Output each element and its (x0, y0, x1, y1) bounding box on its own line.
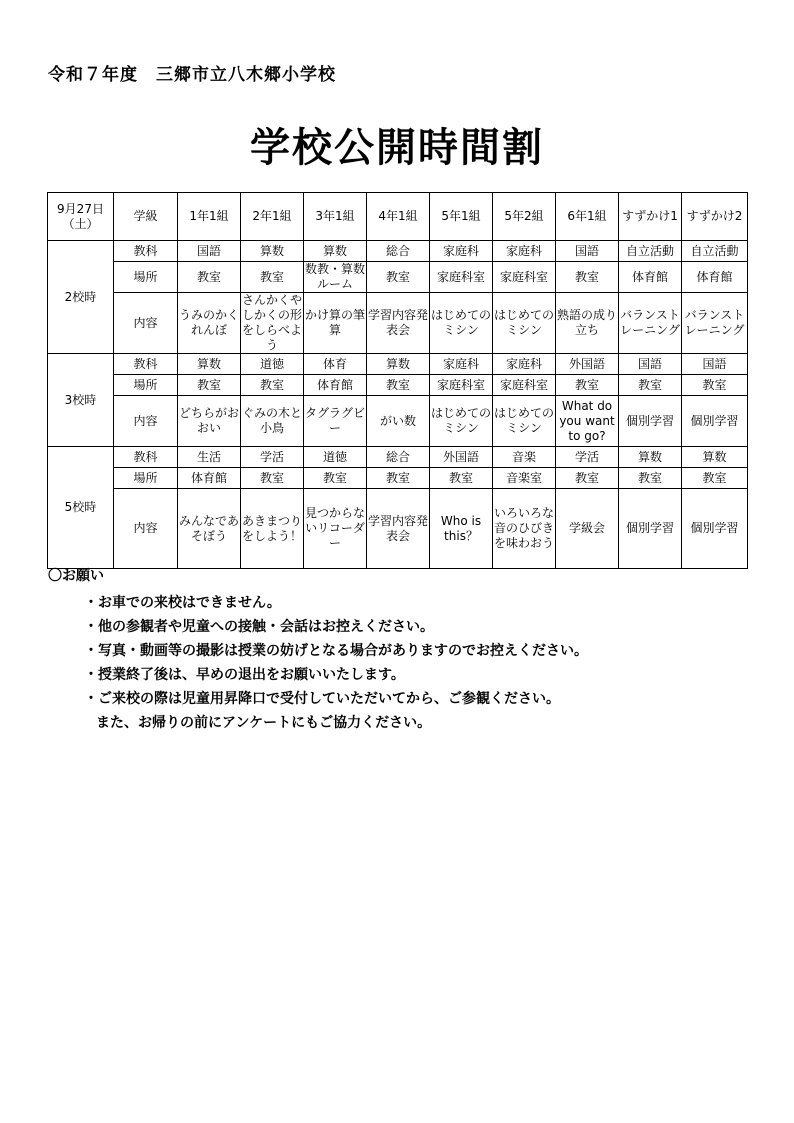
content-cell: あきまつりをしよう！ (241, 489, 304, 569)
row-label-place: 場所 (114, 262, 178, 293)
place-cell: 教室 (367, 375, 430, 396)
class-header: 4年1組 (367, 193, 430, 241)
subject-cell: 外国語 (556, 354, 619, 375)
place-row (48, 262, 748, 293)
subject-cell: 算数 (241, 241, 304, 262)
subject-cell: 国語 (619, 354, 682, 375)
class-column-label: 学級 (114, 193, 178, 241)
place-cell: 数教・算数ルーム (304, 262, 365, 291)
subject-cell: 自立活動 (682, 241, 748, 262)
subject-cell: 体育 (304, 354, 367, 375)
subject-cell: 生活 (178, 447, 241, 468)
content-cell: がい数 (367, 396, 430, 447)
request-item: ・写真・動画等の撮影は授業の妨げとなる場合がありますのでお控えください。 (84, 643, 588, 659)
subject-row (48, 447, 748, 468)
content-cell: 個別学習 (682, 396, 748, 447)
place-cell: 家庭科室 (493, 375, 556, 396)
date-cell (48, 193, 114, 241)
content-cell: はじめてのミシン (493, 396, 556, 447)
subject-cell: 道徳 (241, 354, 304, 375)
content-cell: 学習内容発表会 (367, 489, 430, 569)
content-cell: さんかくやしかくの形をしらべよう (241, 293, 302, 352)
subject-cell: 算数 (304, 241, 367, 262)
place-cell: 教室 (367, 262, 430, 293)
content-row (48, 396, 748, 447)
subject-row (48, 354, 748, 375)
request-item: ・ご来校の際は児童用昇降口で受付していただいてから、ご参観ください。 (84, 691, 560, 707)
subject-cell: 算数 (619, 447, 682, 468)
row-label-subject: 教科 (114, 447, 178, 468)
place-cell: 教室 (430, 468, 493, 489)
content-cell: どちらがおおい (178, 396, 241, 447)
place-row (48, 468, 748, 489)
class-header: 5年2組 (493, 193, 556, 241)
content-cell: ぐみの木と小鳥 (241, 396, 304, 447)
request-item: ・授業終了後は、早めの退出をお願いいたします。 (84, 667, 405, 683)
row-label-place: 場所 (114, 375, 178, 396)
page-title: 学校公開時間割 (250, 125, 544, 171)
row-label-content: 内容 (114, 293, 178, 354)
class-header: 5年1組 (430, 193, 493, 241)
place-cell: 教室 (619, 468, 682, 489)
subject-cell: 自立活動 (619, 241, 682, 262)
content-cell: はじめてのミシン (430, 293, 493, 354)
subject-cell: 総合 (367, 241, 430, 262)
place-cell: 教室 (682, 375, 748, 396)
place-cell: 体育館 (178, 468, 241, 489)
content-cell: かけ算の筆算 (304, 293, 367, 354)
content-cell: 熟語の成り立ち (556, 293, 619, 354)
place-cell: 教室 (304, 468, 367, 489)
place-cell: 音楽室 (493, 468, 556, 489)
content-cell: はじめてのミシン (430, 396, 493, 447)
content-cell: 個別学習 (682, 489, 748, 569)
place-row (48, 375, 748, 396)
period-label: 5校時 (48, 447, 114, 569)
content-cell: うみのかくれんぼ (178, 293, 241, 354)
request-item-continuation: また、お帰りの前にアンケートにもご協力ください。 (96, 715, 432, 731)
content-cell: バランストレーニング (682, 293, 748, 354)
place-cell: 教室 (241, 375, 304, 396)
schedule-table (47, 192, 748, 569)
content-cell: 個別学習 (619, 489, 682, 569)
requests-heading: 〇お願い (48, 568, 104, 584)
subject-cell: 家庭科 (430, 354, 493, 375)
place-cell: 家庭科室 (430, 262, 493, 293)
row-label-subject: 教科 (114, 354, 178, 375)
content-cell: 学級会 (556, 489, 619, 569)
content-cell: 見つからないリコーダー (304, 489, 367, 569)
subject-cell: 算数 (367, 354, 430, 375)
subject-cell: 音楽 (493, 447, 556, 468)
content-row (48, 489, 748, 569)
content-cell: バランストレーニング (619, 293, 682, 354)
place-cell: 体育館 (682, 262, 748, 293)
class-header: 6年1組 (556, 193, 619, 241)
subject-row (48, 241, 748, 262)
class-header: 1年1組 (178, 193, 241, 241)
place-cell: 教室 (241, 262, 304, 293)
class-header: 3年1組 (304, 193, 367, 241)
weekday-text: （土） (62, 216, 99, 231)
content-cell: Who is this？ (430, 489, 493, 569)
subject-cell: 家庭科 (493, 241, 556, 262)
subject-cell: 算数 (682, 447, 748, 468)
place-cell: 教室 (556, 375, 619, 396)
subject-cell: 道徳 (304, 447, 367, 468)
place-cell: 体育館 (619, 262, 682, 293)
place-cell: 教室 (241, 468, 304, 489)
place-cell: 教室 (556, 468, 619, 489)
place-cell: 家庭科室 (493, 262, 556, 293)
place-cell: 教室 (619, 375, 682, 396)
class-header: 2年1組 (241, 193, 304, 241)
subject-cell: 家庭科 (493, 354, 556, 375)
place-cell: 教室 (682, 468, 748, 489)
content-cell: What do you want to go? (556, 396, 619, 447)
subject-cell: 学活 (241, 447, 304, 468)
row-label-content: 内容 (114, 396, 178, 447)
date-text: 9月27日 (57, 201, 104, 216)
content-cell: いろいろな音のひびきを味わおう (493, 489, 556, 569)
class-header: すずかけ2 (682, 193, 748, 241)
content-row (48, 293, 748, 354)
content-cell: みんなであそぼう (178, 489, 241, 569)
content-cell: タグラグビー (304, 396, 367, 447)
content-cell: はじめてのミシン (493, 293, 556, 354)
row-label-subject: 教科 (114, 241, 178, 262)
request-item: ・お車での来校はできません。 (84, 595, 281, 611)
subject-cell: 外国語 (430, 447, 493, 468)
subject-cell: 算数 (178, 354, 241, 375)
place-cell: 家庭科室 (430, 375, 493, 396)
class-header: すずかけ1 (619, 193, 682, 241)
subject-cell: 総合 (367, 447, 430, 468)
subject-cell: 学活 (556, 447, 619, 468)
header-row (48, 193, 748, 241)
place-cell: 教室 (178, 262, 241, 293)
row-label-content: 内容 (114, 489, 178, 569)
row-label-place: 場所 (114, 468, 178, 489)
subject-cell: 国語 (556, 241, 619, 262)
subject-cell: 国語 (682, 354, 748, 375)
content-cell: 個別学習 (619, 396, 682, 447)
requests-section (48, 565, 748, 735)
subject-cell: 国語 (178, 241, 241, 262)
period-label: 3校時 (48, 354, 114, 447)
request-item: ・他の参観者や児童への接触・会話はお控えください。 (84, 619, 434, 635)
place-cell: 体育館 (304, 375, 367, 396)
place-cell: 教室 (556, 262, 619, 293)
content-cell: 学習内容発表会 (367, 293, 430, 354)
place-cell: 教室 (178, 375, 241, 396)
subject-cell: 家庭科 (430, 241, 493, 262)
school-year-line: 令和７年度 三郷市立八木郷小学校 (48, 65, 336, 85)
place-cell: 教室 (367, 468, 430, 489)
period-label: 2校時 (48, 241, 114, 354)
